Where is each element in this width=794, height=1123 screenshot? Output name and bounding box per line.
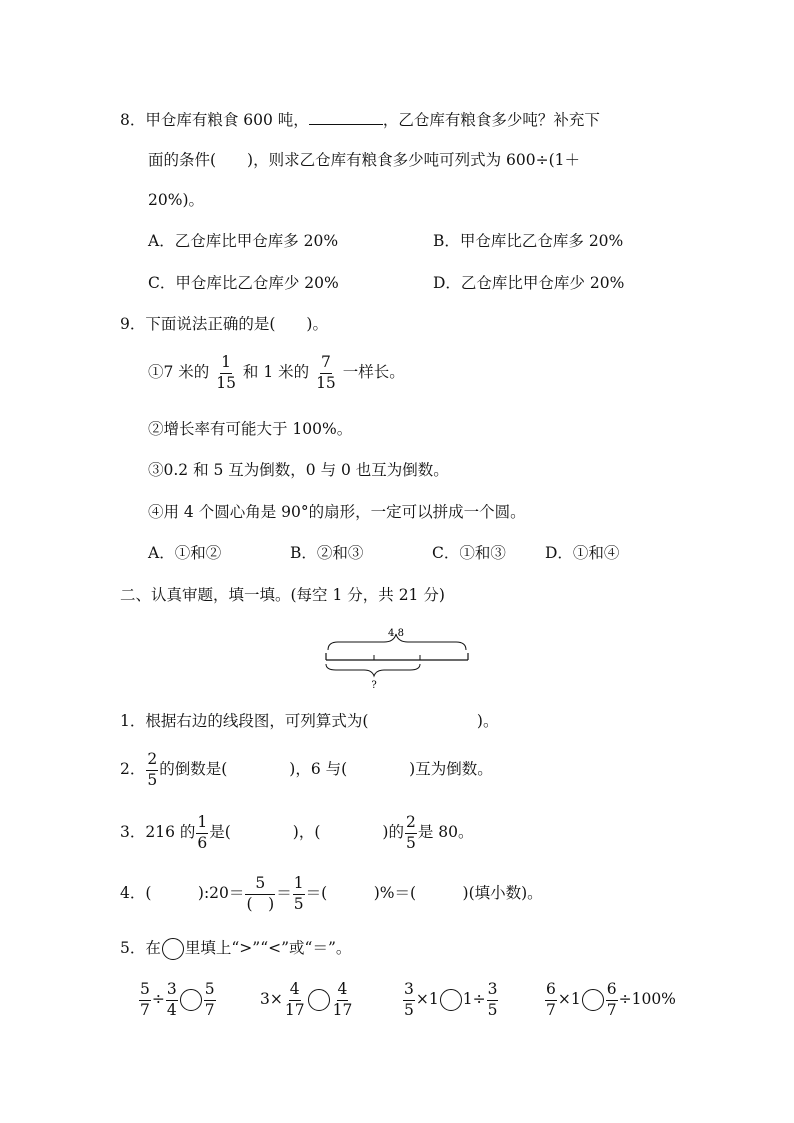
fill-q5-text-a: 5．在 xyxy=(120,939,161,957)
q9-s1-text-c: 一样长。 xyxy=(342,363,405,381)
compare-circle-input[interactable] xyxy=(308,989,330,1011)
fraction xyxy=(405,815,417,851)
fraction xyxy=(146,752,158,788)
fill-q3-text-b: 是( )，( )的 xyxy=(209,823,404,841)
fraction-numerator: 3 xyxy=(487,982,499,1001)
fraction-numerator: 5 xyxy=(139,982,151,1001)
fill-q4 xyxy=(120,876,543,912)
fraction-denominator: 17 xyxy=(284,1000,305,1019)
fill-q4-text-b: ＝ xyxy=(276,884,292,902)
fraction-denominator: 7 xyxy=(606,1000,617,1019)
fraction xyxy=(204,982,216,1018)
fraction xyxy=(215,355,237,391)
q9-s1-text-a: ①7 米的 xyxy=(148,363,210,381)
fraction-denominator: 5 xyxy=(147,770,158,789)
fill-q3-text-a: 3．216 的 xyxy=(120,823,196,841)
fraction-numerator: 7 xyxy=(320,355,332,374)
fill-q2-number: 2． xyxy=(120,760,146,778)
fraction-numerator: 1 xyxy=(196,815,208,834)
fill-q2-text: 的倒数是( )，6 与( )互为倒数。 xyxy=(159,760,493,778)
fraction-numerator: 5 xyxy=(204,982,216,1001)
fraction-denominator: 7 xyxy=(204,1000,215,1019)
compare-expr-1 xyxy=(138,982,217,1018)
fraction-denominator: 17 xyxy=(332,1000,353,1019)
compare-circle-input[interactable] xyxy=(582,989,604,1011)
fraction xyxy=(293,876,305,912)
fraction xyxy=(545,982,557,1018)
section2-title: 二、认真审题，填一填。(每空 1 分，共 21 分) xyxy=(120,586,445,604)
fraction xyxy=(315,355,337,391)
q8-option-c[interactable]: C．甲仓库比乙仓库少 20% xyxy=(148,274,339,292)
fraction-numerator: 1 xyxy=(220,355,232,374)
q9-statement-3: ③0.2 和 5 互为倒数，0 与 0 也互为倒数。 xyxy=(148,461,449,479)
compare-expr-2 xyxy=(260,982,354,1018)
top-brace xyxy=(328,634,466,650)
q9-option-b[interactable]: B．②和③ xyxy=(290,544,364,562)
diagram-unknown-label: ? xyxy=(371,680,377,691)
fraction-denominator: 4 xyxy=(166,1000,177,1019)
q8-line1-a: 8．甲仓库有粮食 600 吨， xyxy=(120,111,309,129)
fraction-denominator: 6 xyxy=(197,833,208,852)
compare-circle-input[interactable] xyxy=(440,989,462,1011)
fill-q5 xyxy=(120,938,351,960)
q8-option-d[interactable]: D．乙仓库比甲仓库少 20% xyxy=(433,274,625,292)
fraction-denominator: 7 xyxy=(546,1000,556,1019)
fraction xyxy=(403,982,415,1018)
expr-mid: ×1 xyxy=(557,990,581,1008)
q9-option-a[interactable]: A．①和② xyxy=(148,544,222,562)
q9-stem: 9．下面说法正确的是( )。 xyxy=(120,315,328,333)
compare-circle-input[interactable] xyxy=(180,989,202,1011)
fraction xyxy=(487,982,499,1018)
fill-q4-text-c: ＝( )%＝( )(填小数)。 xyxy=(305,884,543,902)
q9-option-d[interactable]: D．①和④ xyxy=(545,544,620,562)
q9-s1-text-b: 和 1 米的 xyxy=(242,363,310,381)
q8-option-b[interactable]: B．甲仓库比乙仓库多 20% xyxy=(433,232,624,250)
fill-q1: 1．根据右边的线段图，可列算式为( )。 xyxy=(120,712,499,730)
q8-blank[interactable] xyxy=(309,110,383,125)
fraction-numerator: 6 xyxy=(545,982,557,1001)
q8-line1 xyxy=(120,110,600,129)
fraction xyxy=(284,982,306,1018)
q8-line1-b: ，乙仓库有粮食多少吨？补充下 xyxy=(382,111,600,129)
operator: ÷ xyxy=(151,990,165,1008)
fraction xyxy=(196,815,208,851)
q8-line3: 20%)。 xyxy=(148,191,204,209)
fraction xyxy=(606,982,618,1018)
fill-q4-text-a: 4．( ):20＝ xyxy=(120,884,245,902)
fraction-numerator: 5 xyxy=(245,876,275,895)
expr-prefix: 3× xyxy=(260,990,283,1008)
fraction-numerator: 4 xyxy=(337,982,349,1001)
fraction-numerator: 4 xyxy=(289,982,301,1001)
q9-statement-1 xyxy=(148,355,405,391)
fraction-denominator: 5 xyxy=(405,833,416,852)
q8-option-a[interactable]: A．乙仓库比甲仓库多 20% xyxy=(148,232,339,250)
expr-suffix: ÷100% xyxy=(618,990,676,1008)
fraction xyxy=(245,876,275,912)
fraction-numerator: 3 xyxy=(403,982,415,1001)
q9-option-c[interactable]: C．①和③ xyxy=(432,544,506,562)
fraction-numerator: 6 xyxy=(606,982,618,1001)
fraction-numerator: 3 xyxy=(166,982,178,1001)
line-segment-diagram xyxy=(322,622,472,692)
q9-statement-2: ②增长率有可能大于 100%。 xyxy=(148,420,353,438)
fraction-denominator: 5 xyxy=(487,1000,498,1019)
fraction-denominator: 5 xyxy=(293,894,304,913)
fill-q3 xyxy=(120,815,473,851)
expr-mid: 1÷ xyxy=(462,990,486,1008)
q9-statement-4: ④用 4 个圆心角是 90°的扇形，一定可以拼成一个圆。 xyxy=(148,503,526,521)
fraction xyxy=(332,982,354,1018)
fill-q2 xyxy=(120,752,493,788)
fraction-numerator: 2 xyxy=(405,815,417,834)
fraction-denominator: 15 xyxy=(216,373,236,392)
fill-q3-text-c: 是 80。 xyxy=(417,823,474,841)
fraction-numerator: 1 xyxy=(293,876,305,895)
q8-line2: 面的条件( )，则求乙仓库有粮食多少吨可列式为 600÷(1＋ xyxy=(148,151,581,169)
compare-expr-4 xyxy=(544,982,676,1018)
fraction-denominator: 15 xyxy=(316,373,336,392)
fraction xyxy=(139,982,151,1018)
bottom-brace xyxy=(326,664,420,676)
fraction xyxy=(166,982,178,1018)
fraction-denominator: 7 xyxy=(140,1000,150,1019)
fraction-denominator: ( ) xyxy=(246,894,275,913)
fraction-denominator: 5 xyxy=(404,1000,414,1019)
diagram-total-label: 4.8 xyxy=(388,628,404,639)
fraction-numerator: 2 xyxy=(146,752,158,771)
fill-q5-text-b: 里填上“>”“<”或“＝”。 xyxy=(184,939,352,957)
compare-expr-3 xyxy=(402,982,499,1018)
compare-circle-icon xyxy=(162,938,184,960)
expr-mid: ×1 xyxy=(415,990,439,1008)
